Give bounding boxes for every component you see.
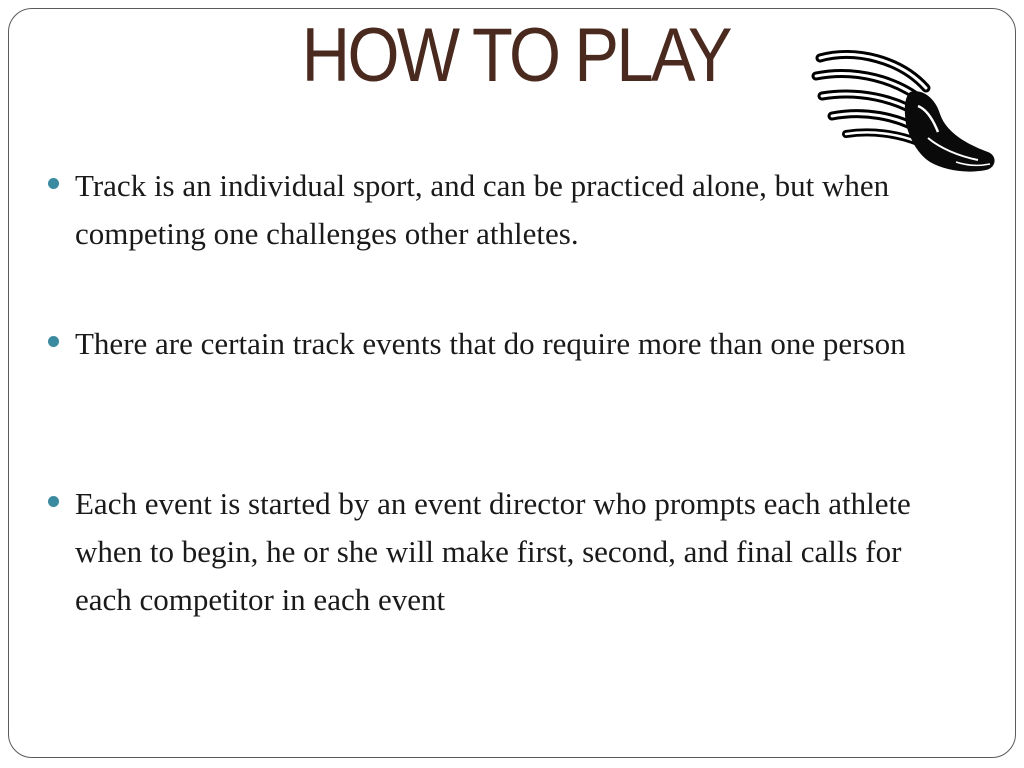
- bullet-text: Track is an individual sport, and can be practiced alone, but when competing one challenges other athletes.: [75, 168, 890, 251]
- bullet-text: There are certain track events that do require more than one person: [75, 326, 906, 361]
- bullet-dot: [48, 178, 59, 189]
- winged-shoe-icon: [806, 40, 1000, 182]
- bullet-text: Each event is started by an event director who prompts each athlete when to begin, he or she will make first, second, and final calls for each competitor in each event: [75, 486, 911, 617]
- bullet-dot: [48, 496, 59, 507]
- bullet-dot: [48, 336, 59, 347]
- slide-title: HOW TO PLAY: [301, 13, 730, 98]
